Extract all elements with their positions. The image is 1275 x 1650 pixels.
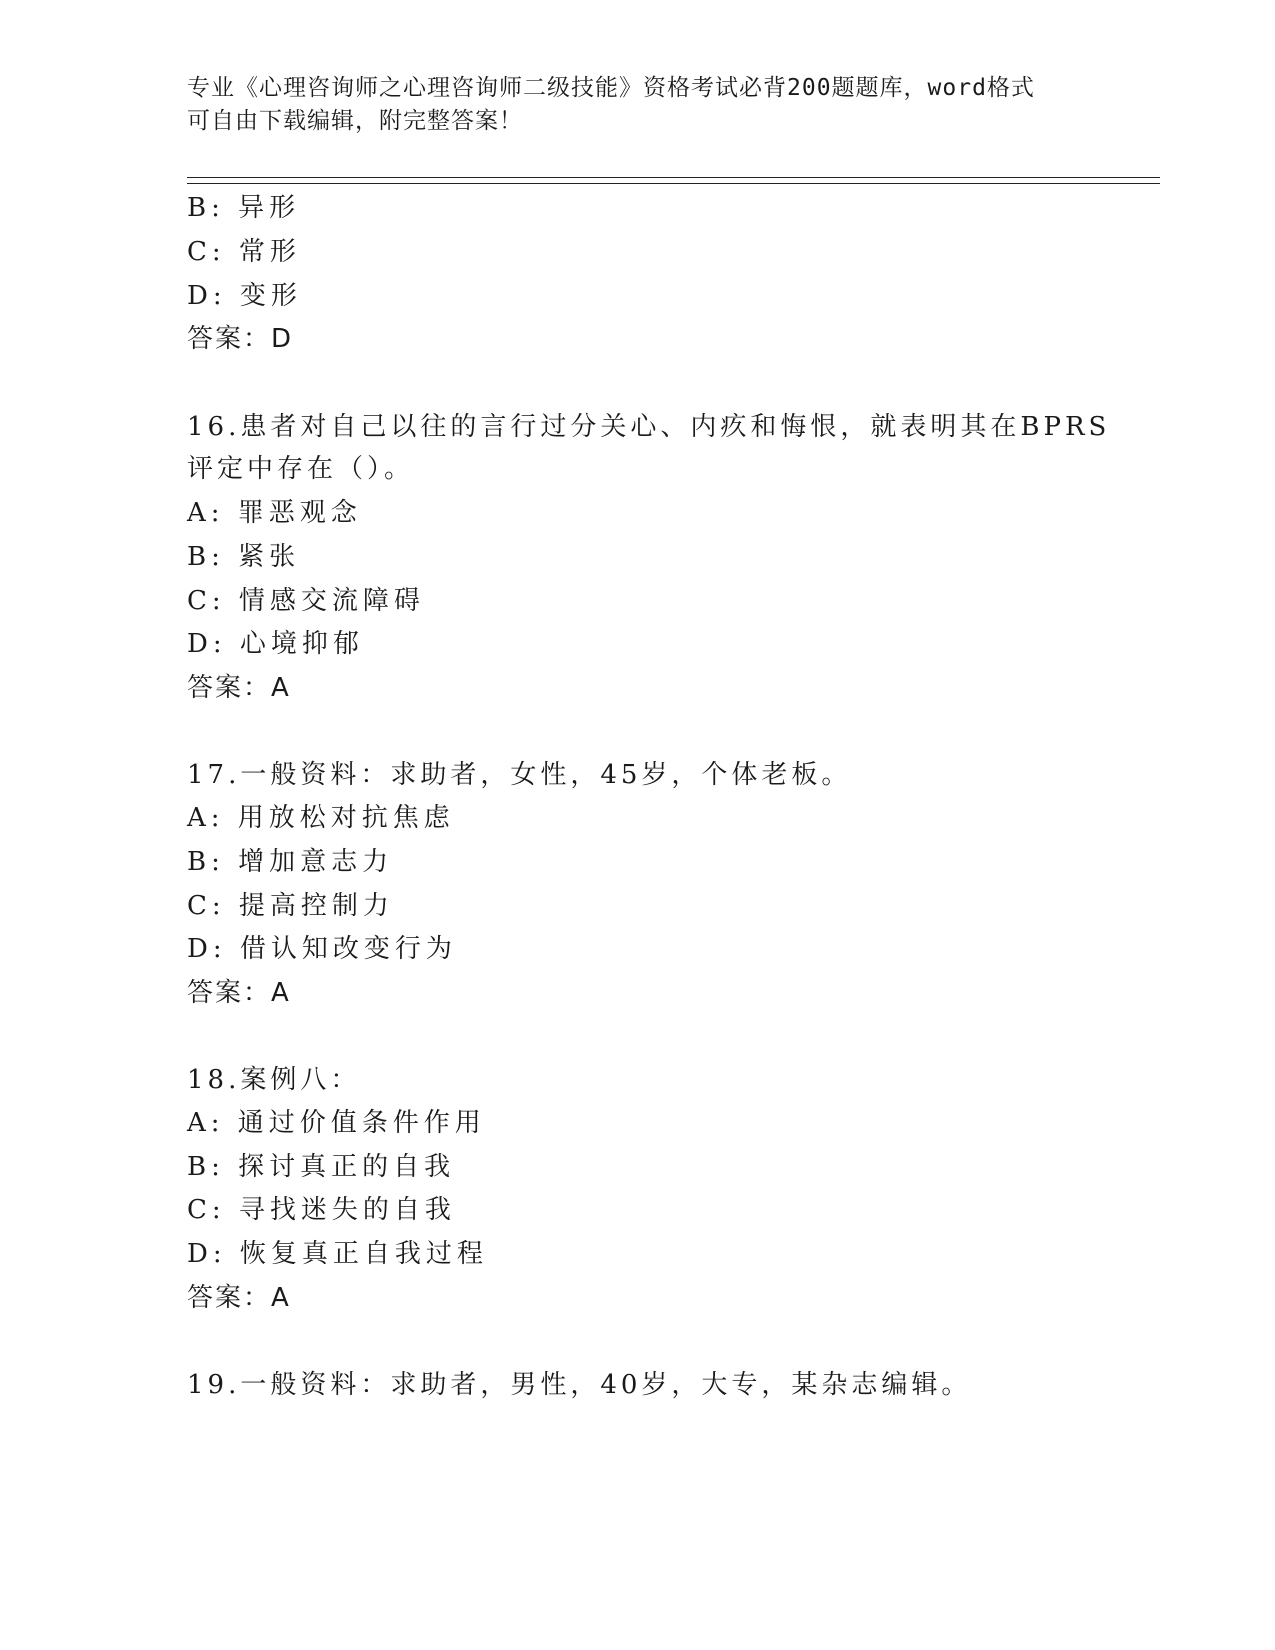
option-a-q17: A: 用放松对抗焦虑 — [187, 803, 455, 833]
option-c-q15: C: 常形 — [187, 237, 301, 267]
option-d-q18: D: 恢复真正自我过程 — [187, 1239, 488, 1269]
option-b-q15: B: 异形 — [187, 193, 301, 223]
header-rule-top — [187, 177, 1160, 178]
option-c-q16: C: 情感交流障碍 — [187, 586, 425, 616]
answer-q18: 答案：A — [187, 1283, 291, 1313]
option-b-q16: B: 紧张 — [187, 542, 301, 572]
option-a-q18: A: 通过价值条件作用 — [187, 1108, 486, 1138]
option-b-q18: B: 探讨真正的自我 — [187, 1152, 456, 1182]
answer-q17: 答案：A — [187, 978, 291, 1008]
header-line-1: 专业《心理咨询师之心理咨询师二级技能》资格考试必背200题题库，word格式 — [187, 75, 1035, 101]
option-b-q17: B: 增加意志力 — [187, 847, 394, 877]
header-line-2: 可自由下载编辑，附完整答案！ — [187, 108, 523, 134]
question-18: 18.案例八： — [187, 1065, 361, 1095]
question-16-line-2: 评定中存在（）。 — [187, 454, 415, 484]
answer-q15: 答案：D — [187, 324, 294, 354]
answer-q16: 答案：A — [187, 673, 291, 703]
header-rule-bottom — [187, 183, 1160, 184]
question-17: 17.一般资料：求助者，女性，45岁，个体老板。 — [187, 760, 852, 790]
option-c-q18: C: 寻找迷失的自我 — [187, 1195, 456, 1225]
option-c-q17: C: 提高控制力 — [187, 891, 394, 921]
question-19: 19.一般资料：求助者，男性，40岁，大专，某杂志编辑。 — [187, 1370, 972, 1400]
question-16-line-1: 16.患者对自己以往的言行过分关心、内疚和悔恨，就表明其在BPRS — [187, 412, 1111, 442]
option-d-q16: D: 心境抑郁 — [187, 629, 364, 659]
document-header — [187, 72, 1087, 138]
option-d-q15: D: 变形 — [187, 281, 302, 311]
option-d-q17: D: 借认知改变行为 — [187, 934, 457, 964]
option-a-q16: A: 罪恶观念 — [187, 498, 362, 528]
